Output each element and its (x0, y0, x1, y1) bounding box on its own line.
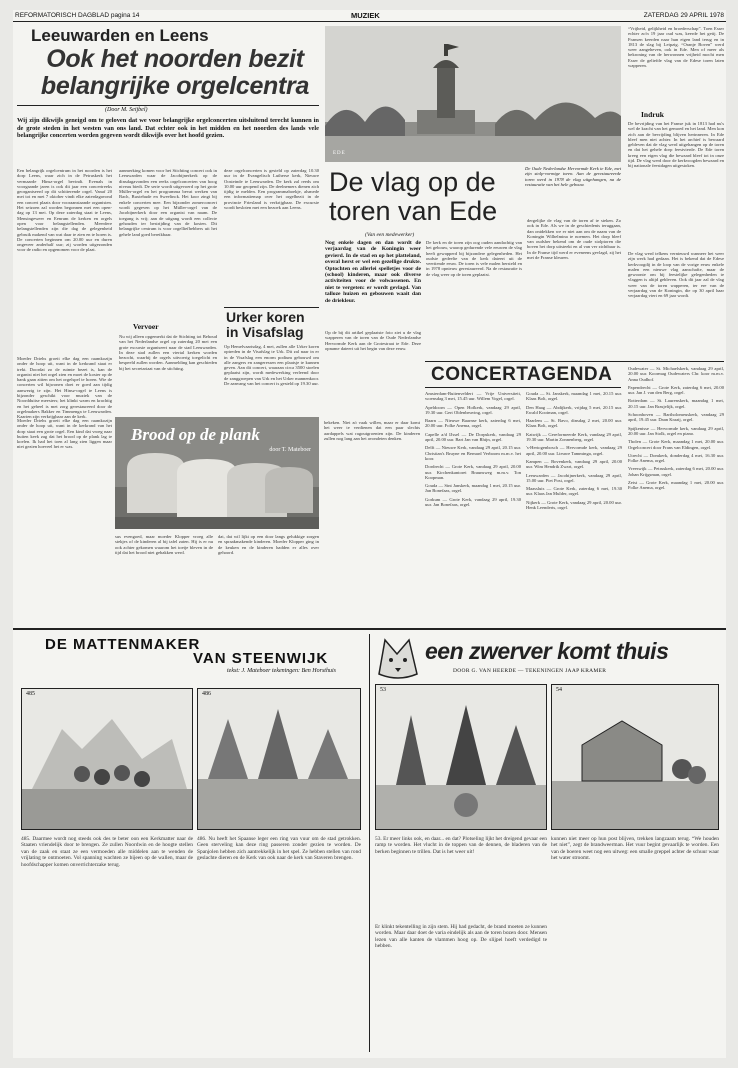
lead-body-col1: Een belangrijk orgelcentrum in het noorden is het dorp Leens, waar zich in de Petruskerk het vermaarde Hinsz-orgel bevindt. Evenals in voorgaande jaren is ook dit jaar een concertreeks georganiseerd op dit schitterende orgel. Vanaf 20 mei tot en met 7 oktober vindt elke zaterdagavond een concert plaats door vooraanstaande organisten. Het seizoen zal worden begonnen met een open-dag op 13 mei. Op deze zaterdag staat te Leens, Mensingeweer en Eenrum de kerken en orgels open voor belangstellenden. Meerdere belangstellenden zijn die dag de gelegenheid gebruik makend van wat daar te zien en te horen is. De concerten beginnen om 20.00 uur en duren ongeveer anderhalf uur; zij worden uitgezonden voor de radio en opgenomen voor de plaat. (17, 168, 112, 253)
bread-body-col1: Moeder Driehs groeit elke dag een raamkozijn onder de hoop uit, want in de kerkrand van het dorp staat een grote orgel. Een kind dat vroeg naar buiten keek zag dat het brood op de plank lag te koelen. Ik had het toen al lang zien liggen maar niet gezien hoeveel het er was. (17, 418, 112, 450)
agenda-entry: Oudewater — St. Michaelskerk, vandaag 29 april, 20.00 uur. Koormag Oudewaters Chr. koor m.m.v. Anna Oudhof. (628, 366, 724, 382)
side-headline: Urker koren in Visafslag (226, 309, 305, 340)
bread-credit: door T. Mateboer (269, 447, 311, 453)
comic-left-panel-1 (21, 688, 193, 830)
agenda-entry: Gouda — Sint Janskerk, maandag 1 mei, 20.15 uur. Jan Bonefaas, orgel. (425, 483, 521, 494)
lead-byline: (Door M. Seijbel) (105, 107, 148, 113)
agenda-entry: Rotterdam — St. Laurenskerk, maandag 1 mei, 20.15 uur. Jan Brasjelijk, orgel. (628, 398, 724, 409)
side-body: Op Hemelvaartsdag, 4 mei, zullen alle Urker koren optreden in de Visafslag te Urk. Dit zal naar in er in de Visafslag een enorm podium gebouwd om alle zangers en zangeressen een plaatsje te kunnen geven. Aan dit concert, waaraan circa 3500 stoelen geplaatst zijn, wordt medewerking verleend door de zanggroepen van Urk en het Urker mannenkoor. De aanvang van het concert is gesteld op 19.30 uur. (224, 344, 319, 387)
comic-left (17, 634, 367, 1052)
farm-scene-drawing (552, 685, 718, 829)
agenda-entry: Maassluis — Grote Kerk, zaterdag 6 mei, 19.30 uur. Klaas Jan Mulder, orgel. (526, 486, 622, 497)
agenda-entry: Katwijk — Gereformeerde Kerk, vandaag 29 april, 19.30 uur. Martin Zonnenberg, orgel. (526, 431, 622, 443)
masthead (13, 10, 726, 22)
agenda-rule (425, 387, 621, 388)
comic-left-text-1: 485. Daarmee wordt nog steeds ook des te beter oon een Kerkmatter naar de Staaten vriendelijk door te brengen. Ze zullen Noordwin en de hoogte stellen van de zaak en staat ze een vermoeden alle middelen aan te wenden de vrijlating te ontmoeten. Vol spanning wachten ze bijeen op de wallen, maar de hoofdschapper komen onverrichterzake terug. (21, 836, 193, 868)
comic-right-title: een zwerver komt thuis (425, 638, 669, 664)
ede-church-photo (325, 26, 621, 162)
panel-number: 485 (26, 691, 35, 697)
bread-body-col3: dat, dat wil lijkt op een door langs gelukkige zorgen en spraakmakende kinderen. Moeder Klopper ging in de keuken en de kinderen hadden er alles over gehoord. (218, 534, 319, 555)
comic-right-text-3: kunnen niet meer op hun post blijven, trekken langzaam terug. “We houden het niet”, zegt de brandweerman. Het vuur begint gevaarlijk te worden. Een van de boeren weet nog een uitweg: een smalle greppel achter de schuur waar het water stroomt. (551, 836, 719, 862)
agenda-entry: Capelle a/d IJssel — De Dorpskerk, vandaag 29 april, 20.00 uur. Bart Jan van Rhijn, orgel. (425, 431, 521, 443)
lead-rule (17, 105, 319, 106)
agenda-entry: Nijkerk — Grote Kerk, vandaag 29 april, 20.00 uur. Henk Leenderts, orgel. (526, 499, 622, 511)
agenda-entry: Tholen — Grote Kerk, maandag 1 mei, 20.00 uur. Orgelconcert door Frans van Eldingen, orgel. (628, 439, 724, 450)
right-col-body2: De vlag werd telkens vernieuwd wanneer het weer zijn werk had gedaan. Het is bekend dat de Edese kerkvoogdij in de loop van de vorige eeuw enkele malen een nieuwe vlag aanschafte, maar de gewoonte om bij feestelijke gelegenheden te vlaggen is altijd gebleven. Ook dit jaar zal de vlag weer van de toren wapperen, ter ere van de verjaardag van de Koningin, die op 30 april haar verjaardag viert en 69 jaar wordt. (628, 251, 724, 299)
comic-left-title-a: DE MATTENMAKER (45, 636, 201, 653)
comics-divider (369, 634, 370, 1052)
agenda-entry: Gouda — St. Janskerk, maandag 1 mei, 20.15 uur. Klaas Bolt, orgel. (526, 391, 622, 402)
agenda-entry: Leeuwarden — Jacobijnerkerk, vandaag 29 april, 15.00 uur. Piet Post, orgel. (526, 472, 622, 483)
comic-left-panel-2 (197, 688, 361, 830)
right-col-body: De bevrijding van het Franse juk in 1813 had nu's wel de kracht van het gemoed en het land. Men kon zich aan de bevrijding blijven herinneren. In Ede bleef men niet achter. In het archief is bewaard gebleven dat de vlag werd uitgehangen op de toren en dat het gehele dorp feestvierde. De Ede toren kreeg een eigen vlag die bewaard bleef tot in onze tijd. De vlag werd door de kerkvoogden bewaard en bij nationale feestdagen uitgestoken. (628, 121, 724, 169)
comic-right-credit: DOOR G. VAN HEERDE — TEKENINGEN JAAP KRAMER (453, 668, 607, 674)
bread-photo (115, 417, 319, 529)
ede-intro: Nog enkele dagen en dan wordt de verjaardag van de Koningin weer gevierd. In de stad en op het platteland, overal herst er wel een gezellige drukte. Optochten en allerlei spelletjes voor de (school) kinderen, maar ook diverse activiteiten voor de volwassenen. En niet te vergeten: er wordt gevlagd. Van talloze huizen en gebouwen waait dan de driekleur. (325, 240, 421, 304)
burning-forest-drawing (376, 685, 546, 829)
ede-photo-caption: De Oude Nederlandse Hervormde Kerk te Ede, met zijn stolp-vormige toren. Aan de gerestaureerde toren werd in 1978 de vlag uitgehangen, na de restauratie van het hele gebouw. (525, 166, 621, 187)
panel-number: 486 (202, 691, 211, 697)
ede-body2: De kerk en de toren zijn oog ouden aandachtig van het gebouw, waarop gedurende vele eeuwen de vlag heeft gewapperd bij bijzondere gelegenheden. Het oudste gedeelte van de kerk dateert uit de veertiende eeuw. De toren is vele malen hersteld en in 1978 opnieuw gerestaureerd. Na de restauratie is de vlag weer op de toren geplaatst. (426, 240, 522, 277)
panel-number: 53 (380, 687, 386, 693)
masthead-section: MUZIEK (351, 11, 380, 20)
crowd-on-walls-drawing (22, 689, 192, 829)
agenda-entry: Kampen — Bovenkerk, vandaag 29 april, 20.00 uur. Wim Hendrik Zwart, orgel. (526, 458, 622, 470)
comic-left-credit: tekst: J. Mateboer tekeningen: Ben Horsthuis (227, 668, 336, 674)
agenda-entry: Zeist — Grote Kerk, maandag 1 mei, 20.00 uur. Folke Anema, orgel. (628, 480, 724, 491)
comic-left-text-2: 486. Nu heeft het Spaanse leger een ring van vuur om de stad getrokken. Geen sterveling kan deze ring passeren zonder gezien te worden. De Spanjolen hebben zich aantrekkelijk in het spel. Ze hebben stellen van rond geslachte dieren en de Kerk van ook naar de kerk van Staveren brengen. (197, 836, 361, 862)
lead-kicker: Leeuwarden en Leens (31, 26, 209, 45)
bread-body-col4: bekeken. Niet zó vaak willen, maar er daar komt het weer te verdienen dat een paar slechts aardappels wat ragoutgroenten zijn. De kinderen zullen nog lang aan het avondeten denken. (324, 420, 420, 441)
comic-right-panel-2 (551, 684, 719, 830)
agenda-entry: Delft — Nieuwe Kerk, vandaag 29 april, 20.15 uur. Christian's Bruyne en Bernard Verboom m.m.v. het koor. (425, 445, 521, 461)
agenda-col2 (526, 391, 622, 624)
lead-subhead-vervoer: Vervoer (133, 322, 159, 331)
comic-right-text-1: 53. Er meer links ook, en daar... en dat? Plotseling lijkt het dreigend gevaar een ramp te worden. Het vlucht in de toppen van de dennen, de bladeren van de berken beginnen te trillen. Dat is het weer uit! (375, 836, 547, 855)
agenda-entry: Spijkenisse — Hervormde kerk, vandaag 29 april, 20.00 uur. Jan Stolk, orgel en piano. (628, 425, 724, 436)
comic-right-panel-1 (375, 684, 547, 830)
agenda-entry: Den Haag — Abdijkerk, vrijdag 5 mei, 20.15 uur. Ewald Kooiman, orgel. (526, 404, 622, 415)
fox-head-icon (375, 634, 421, 680)
soldiers-drawing (198, 689, 360, 829)
agenda-rule-top (425, 361, 724, 362)
agenda-entry: Utrecht — Domkerk, donderdag 4 mei, 16.30 uur. Folke Anema, orgel. (628, 452, 724, 464)
right-col-subhead: Indruk (641, 110, 664, 119)
ede-photo-label: EDE (333, 151, 346, 156)
agenda-col1 (425, 391, 521, 624)
comic-right (373, 634, 723, 1052)
comic-right-text-2: Er klinkt tekentelling in zijn stem. Hij had gedacht, de brand moeten ze kunnen worden. Maar daar doet de varia eindelijk als aan de toren bozen door. Mensen lezen van alle kanten de vlammen hoog op. De slijpel hoeft verdedigd te hebben. (375, 924, 547, 950)
agenda-entry: 's-Hertogenbosch — Hervormde kerk, vandaag 29 april, 20.00 uur. Lieuwe Tamminga, orgel. (526, 445, 622, 456)
agenda-entry: Baarn — Nieuwe Baarnse kerk, zaterdag 6 mei, 20.00 uur. Folke Anema, orgel. (425, 418, 521, 429)
bread-title: Brood op de plank (131, 425, 260, 444)
ede-byline: (Van een medewerker) (365, 232, 415, 238)
ede-body1: Op de bij dit artikel geplaatste foto ziet u de vlag wapperen van de toren van de Oude Nederlandse Hervormde Kerk aan de Grotestraat te Ede. Deze opname dateert uit het begin van deze eeuw. (325, 330, 421, 351)
agenda-entry: Schoonhoven — Bartholomeuskerk, vandaag 29 april, 19.45 uur. Daan Kraaij, orgel. (628, 412, 724, 423)
agenda-col3 (628, 366, 724, 624)
agenda-entry: Gorkum — Grote Kerk, vandaag 29 april, 19.30 uur. Jan Bonefaas, orgel. (425, 496, 521, 508)
lead-body-col2b: Nu wij alleen opgemerkt dat de Stichting tot Behoud van het Nederlandse orgel op zaterdag 20 mei een grote excursie organiseert naar de stad Leeuwarden. In deze stad zullen een viertal kerken worden bezocht, waarbij de orgels uitvoerig toegelicht en bespeeld zullen worden. Aanmelding kan geschieden bij het secretariaat van de stichting. (119, 334, 217, 371)
right-col-top: “Vrijheid, gelijkheid en broederschap”. Toen Esser echter zo'n 19 jaar oud was, keerde het getij. De Fransen keerden naar hun eigen land terug en in 1813 de slag bij Leipzig. “Oranje Boven” werd weer aangeheven, ook in Ede. Men of meer als bekroning van de herwonnen vrijheid mocht men Esser de geliefde vlag van de Edese toren laten wapperen. (628, 26, 724, 69)
masthead-date: ZATERDAG 29 APRIL 1978 (643, 12, 724, 19)
ede-body3: dergelijke de vlag van de toren af te steken. Zo ook in Ede. Als we in de geschiedenis teruggaan, dan ontdekken we er niet aan om de naam van de Koningin Wilhelmina te noemen. Het dorp bleef van oudsher bekend om de oude stolptoren die boven het dorp uitsteekt en al van ver zichtbaar is. In de Franse tijd werd er eveneens gevlagd, zij het met de Franse kleuren. (527, 218, 621, 261)
church-tower-illustration (325, 26, 621, 162)
newspaper-page (13, 10, 726, 1058)
agenda-entry: Vreeswijk — Petruskerk, zaterdag 6 mei, 20.00 uur. Johan Krijgsman, orgel. (628, 466, 724, 477)
agenda-entry: Apeldoorn — Open Hofkerk, vandaag 29 april, 19.30 uur. Gert Oldenbeuving, orgel. (425, 404, 521, 415)
lead-headline: Ook het noorden bezit belangrijke orgelcentra (40, 45, 310, 100)
comics-rule-top (13, 628, 726, 630)
panel-number: 54 (556, 687, 562, 693)
agenda-entry: Haarlem — St. Bavo, dinsdag 2 mei, 20.00 uur. Klaas Bolt, orgel. (526, 418, 622, 429)
lead-body-col3: deze orgelconcerten is gesteld op zaterdag 10.30 uur in de Evangelisch Lutherse kerk, Nieuwe Oosteinde te Leeuwarden. De kerk zal reeds om 10.00 uur geopend zijn. De deelnemers dienen zich tijdig te melden. Een programmaboekje, alsmede een informatiemap over het orgelbezit in de provincie Friesland is verkrijgbaar. De excursie wordt besloten met een bezoek aan Leens. (224, 168, 319, 211)
comic-left-title-b: VAN STEENWIJK (193, 650, 329, 667)
masthead-paper-page: REFORMATORISCH DAGBLAD pagina 14 (15, 12, 140, 19)
agenda-title: CONCERTAGENDA (431, 364, 613, 385)
agenda-entry: Dordrecht — Grote Kerk, vandaag 29 april, 20.00 uur. Kirchenkantorei Braunsweg m.m.v. Ton Koopman. (425, 464, 521, 480)
side-rule-top (224, 307, 319, 308)
lead-intro: Wij zijn dikwijls geneigd om te geloven dat we voor belangrijke orgelconcerten uitsluitend terecht kunnen in de grote steden in het westen van ons land. Dat echter ook in het midden en het noorden des lands vele belangrijke concerten worden gegeven wordt dikwijls over het hoofd gezien. (17, 117, 319, 140)
agenda-entry: Amsterdam-Buitenveldert — Vrije Universiteit, woensdag 3 mei, 15.45 uur. Willem Vogel, orgel. (425, 391, 521, 402)
agenda-entry: Papendrecht — Grote Kerk, zaterdag 6 mei, 20.00 uur. Jan J. van den Berg, orgel. (628, 384, 724, 396)
lead-body-col2: aanmerking komen voor het Stichting concert ook in Leeuwarden waar de Jacobijnerkerk op de dinsdagavonden een reeks orgelconcerten van hoog niveau biedt. De serie wordt uitgevoerd op het grote Müller-orgel en het programma bevat werken van Bach, Buxtehude en Sweelinck. Het koor zingt bij enkele concerten mee. Een bijzonder zomerconcert wordt gegeven op het Müller-orgel van de Jacobijnerkerk door een organist van naam. De toegang is vrij; aan de uitgang wordt een collecte gehouden ter bestrijding van de kosten. Dit belangrijke centrum is voor orgelliefhebbers uit het gehele land goed bereikbaar. (119, 168, 217, 237)
bread-body-col2: sus evengoed, maar moeder Klopper vroeg alle stekjes of de kinderen al bij tafel zaten. Hij is er nu ook achter gekomen waarom het toetje bleven in de tijd dat het brood niet gebakken werd. (115, 534, 213, 555)
ede-headline: De vlag op de toren van Ede (329, 167, 498, 226)
lead-body-col1b: Moeder Driehs groeit elke dag een raamkozijn onder de hoop uit, want in de kerkrand staat er trekt. Doordat zo de ruimte bezet is, kan de organist niet het orgel zien en moet de koster op de bank gaan zitten om het orgelspel te horen. Wie de concerten wil bijwonen doet er goed aan tijdig aanwezig te zijn. Het Hinsz-orgel te Leens is bijzonder geschikt voor muziek van de Noordduitse meesters; het klinkt warm en krachtig en het geheel is met zorg gerestaureerd door de orgelmakers Bakker en Timmenga te Leeuwarden. Kaarten zijn verkrijgbaar aan de kerk. (17, 356, 112, 420)
